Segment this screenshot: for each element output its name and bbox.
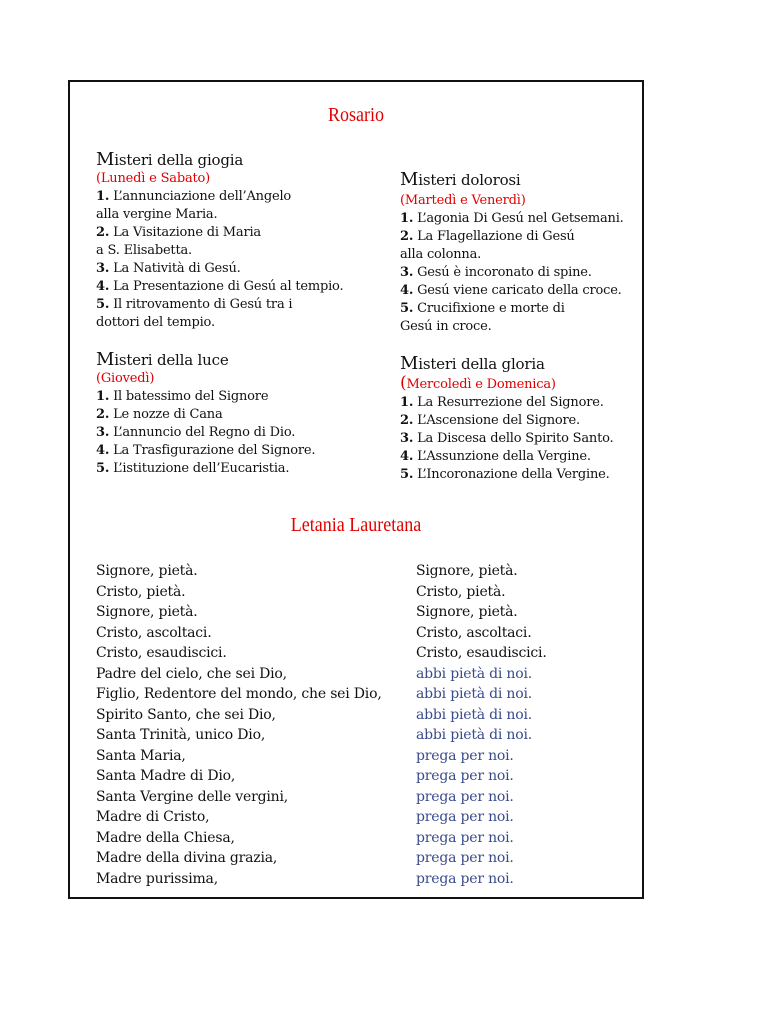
mystery-item — [400, 264, 624, 282]
mystery-text: L’Incoronazione della Vergine. — [417, 467, 610, 482]
mystery-text: a S. Elisabetta. — [96, 243, 192, 258]
mystery-text: Crucifixione e morte di — [417, 301, 565, 316]
invocation-line: Madre di Cristo, — [96, 809, 210, 825]
mystery-item — [96, 188, 343, 206]
mystery-text: alla colonna. — [400, 247, 482, 262]
mystery-item — [400, 466, 613, 484]
mystery-item — [400, 300, 624, 318]
prayer-page — [68, 80, 644, 899]
misteri-dolorosi-heading: Misteri dolorosi — [400, 169, 521, 190]
misteri-gioia-heading: Misteri della giogia — [96, 149, 244, 170]
mystery-text: La Presentazione di Gesú al tempio. — [113, 279, 344, 294]
mystery-number: 5. — [400, 301, 414, 316]
response-line: prega per noi. — [416, 788, 514, 805]
mystery-item — [96, 278, 343, 296]
mystery-item — [400, 228, 624, 246]
letania-responses — [416, 561, 616, 889]
mystery-text: La Flagellazione di Gesú — [417, 229, 575, 244]
mystery-text: Gesú in croce. — [400, 319, 492, 334]
invocation-line: Santa Trinità, unico Dio, — [96, 727, 266, 743]
misteri-gloria — [400, 354, 613, 484]
mystery-text: La Resurrezione del Signore. — [417, 395, 604, 410]
misteri-gloria-list — [400, 394, 613, 484]
mystery-number: 4. — [400, 283, 414, 298]
mystery-item — [400, 430, 613, 448]
letania-invocations — [96, 561, 406, 889]
mystery-item — [400, 394, 613, 412]
misteri-luce-days: (Giovedì) — [96, 371, 155, 386]
mystery-number: 3. — [96, 261, 110, 276]
mystery-item — [96, 388, 315, 406]
invocation-line: Signore, pietà. — [96, 563, 198, 579]
mystery-number: 2. — [96, 407, 110, 422]
mystery-item — [96, 296, 343, 314]
response-line: prega per noi. — [416, 768, 514, 784]
invocation-line: Signore, pietà. — [96, 604, 198, 620]
invocation-line: Spirito Santo, che sei Dio, — [96, 706, 276, 723]
response-line: Cristo, pietà. — [416, 583, 506, 600]
mystery-text: Il ritrovamento di Gesú tra i — [113, 297, 293, 312]
mystery-item — [400, 246, 624, 264]
mystery-item — [400, 210, 624, 228]
mystery-text: dottori del tempio. — [96, 315, 215, 330]
mystery-text: L’Assunzione della Vergine. — [417, 449, 591, 464]
mystery-item — [96, 224, 343, 242]
misteri-dolorosi-days: (Martedì e Venerdì) — [400, 193, 526, 208]
response-line: prega per noi. — [416, 809, 514, 825]
response-line: abbi pietà di noi. — [416, 727, 533, 743]
mystery-text: Il batessimo del Signore — [113, 389, 269, 404]
invocation-line: Madre purissima, — [96, 870, 218, 887]
mystery-number: 3. — [96, 425, 110, 440]
mystery-number: 4. — [400, 449, 414, 464]
misteri-gloria-days: (Mercoledì e Domenica) — [400, 373, 556, 393]
misteri-dolorosi-list — [400, 210, 624, 336]
invocation-line: Cristo, esaudiscici. — [96, 645, 227, 661]
misteri-luce-list — [96, 388, 315, 478]
mystery-text: Le nozze di Cana — [113, 407, 223, 422]
mystery-item — [400, 448, 613, 466]
mystery-number: 4. — [96, 279, 110, 294]
mystery-text: L’annuncio del Regno di Dio. — [113, 425, 296, 440]
mystery-item — [96, 442, 315, 460]
response-line: abbi pietà di noi. — [416, 686, 533, 702]
mystery-text: La Visitazione di Maria — [113, 225, 261, 240]
mystery-text: La Trasfigurazione del Signore. — [113, 443, 316, 458]
mystery-item — [96, 424, 315, 442]
response-line: prega per noi. — [416, 747, 514, 764]
misteri-gioia-days: (Lunedì e Sabato) — [96, 171, 211, 186]
invocation-line: Madre della Chiesa, — [96, 829, 235, 846]
letania-title: Letania Lauretana — [290, 514, 422, 536]
misteri-luce — [96, 350, 315, 478]
mystery-number: 2. — [96, 225, 110, 240]
mystery-text: L’istituzione dell’Eucaristia. — [113, 461, 290, 476]
mystery-text: Gesú viene caricato della croce. — [417, 283, 622, 298]
mystery-text: L’agonia Di Gesú nel Getsemani. — [417, 211, 624, 226]
response-line: prega per noi. — [416, 870, 514, 887]
invocation-line: Santa Vergine delle vergini, — [96, 788, 288, 805]
mystery-item — [400, 282, 624, 300]
response-line: Cristo, esaudiscici. — [416, 645, 547, 661]
invocation-line: Cristo, ascoltaci. — [96, 624, 212, 641]
mystery-item — [96, 206, 343, 224]
misteri-luce-heading: Misteri della luce — [96, 349, 229, 370]
invocation-line: Figlio, Redentore del mondo, che sei Dio, — [96, 686, 382, 702]
mystery-number: 1. — [96, 389, 110, 404]
mystery-number: 1. — [400, 395, 414, 410]
mystery-item — [96, 460, 315, 478]
mystery-number: 1. — [400, 211, 414, 226]
mystery-item — [400, 318, 624, 336]
response-line: Signore, pietà. — [416, 604, 518, 620]
misteri-gioia — [96, 150, 343, 332]
mystery-number: 4. — [96, 443, 110, 458]
mystery-item — [96, 314, 343, 332]
mystery-text: La Discesa dello Spirito Santo. — [417, 431, 614, 446]
response-line: prega per noi. — [416, 850, 514, 866]
mystery-number: 1. — [96, 189, 110, 204]
mystery-item — [400, 412, 613, 430]
mystery-item — [96, 260, 343, 278]
invocation-line: Santa Maria, — [96, 747, 186, 764]
mystery-number: 5. — [96, 461, 110, 476]
mystery-text: Gesú è incoronato di spine. — [417, 265, 592, 280]
mystery-item — [96, 406, 315, 424]
response-line: abbi pietà di noi. — [416, 665, 533, 682]
mystery-number: 5. — [400, 467, 414, 482]
mystery-number: 3. — [400, 431, 414, 446]
invocation-line: Madre della divina grazia, — [96, 850, 278, 866]
response-line: Cristo, ascoltaci. — [416, 624, 532, 641]
misteri-gloria-heading: Misteri della gloria — [400, 353, 545, 374]
mystery-number: 2. — [400, 413, 414, 428]
response-line: abbi pietà di noi. — [416, 706, 533, 723]
invocation-line: Santa Madre di Dio, — [96, 768, 236, 784]
invocation-line: Padre del cielo, che sei Dio, — [96, 665, 287, 682]
invocation-line: Cristo, pietà. — [96, 583, 186, 600]
mystery-number: 2. — [400, 229, 414, 244]
mystery-text: L’Ascensione del Signore. — [417, 413, 580, 428]
misteri-gioia-list — [96, 188, 343, 332]
mystery-text: L’annunciazione dell’Angelo — [113, 189, 292, 204]
mystery-number: 3. — [400, 265, 414, 280]
mystery-item — [96, 242, 343, 260]
response-line: prega per noi. — [416, 829, 514, 846]
mystery-text: La Natività di Gesú. — [113, 261, 241, 276]
mystery-number: 5. — [96, 297, 110, 312]
response-line: Signore, pietà. — [416, 563, 518, 579]
rosario-title: Rosario — [328, 104, 384, 126]
mystery-text: alla vergine Maria. — [96, 207, 218, 222]
misteri-dolorosi — [400, 170, 624, 336]
